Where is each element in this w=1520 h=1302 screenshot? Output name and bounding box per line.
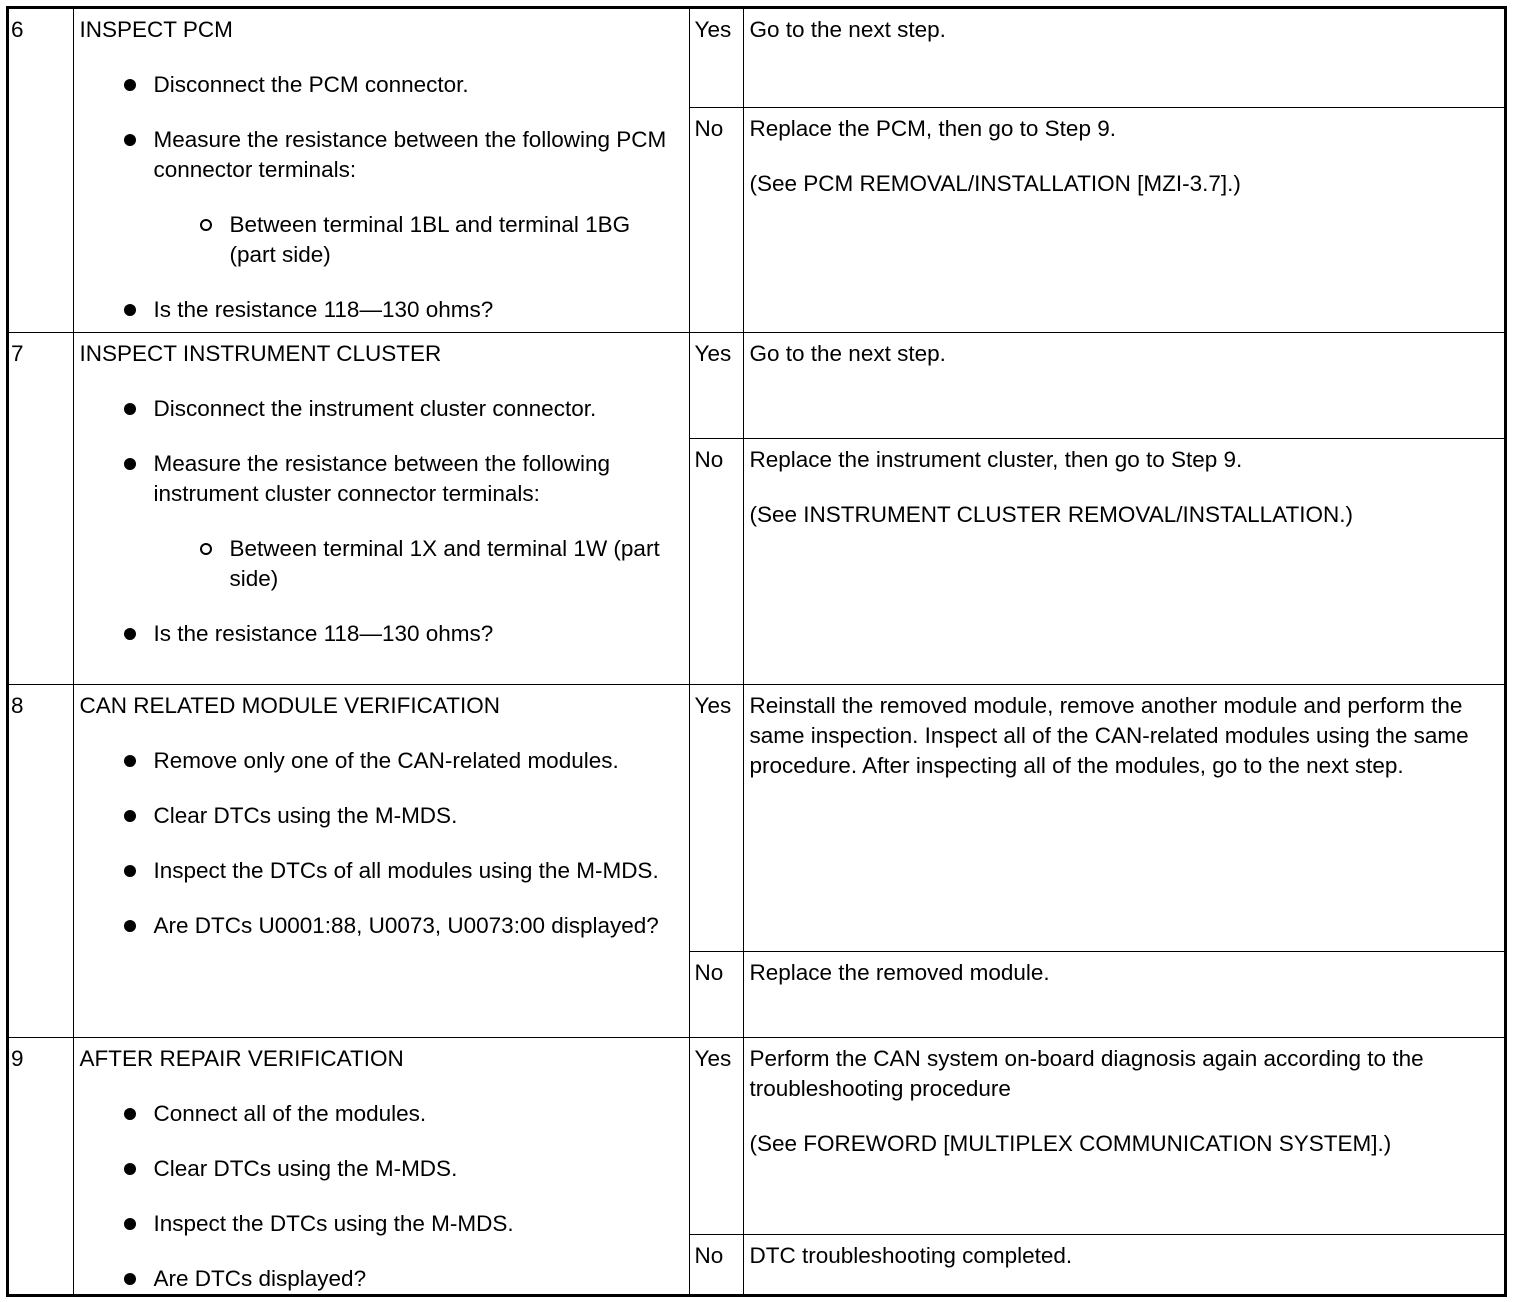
action-item: Inspect the DTCs using the M-MDS. (80, 1209, 681, 1239)
sub-item: Between terminal 1X and terminal 1W (part side) (154, 534, 681, 594)
no-result-cell (743, 438, 1504, 684)
yes-result-cell (743, 1037, 1504, 1234)
result-text: Replace the PCM, then go to Step 9. (749, 115, 1116, 141)
bullet-icon (124, 1273, 136, 1285)
step-number: 6 (11, 17, 24, 42)
step-7-yes-row (9, 332, 1504, 438)
bullet-icon (124, 304, 136, 316)
action-item: Disconnect the instrument cluster connector. (80, 394, 681, 424)
step-6-yes-row (9, 9, 1504, 107)
sub-list (154, 534, 681, 594)
bullet-icon (124, 865, 136, 877)
yes-label-cell: Yes (689, 9, 743, 107)
step-title: CAN RELATED MODULE VERIFICATION (79, 692, 500, 718)
bullet-icon (124, 1218, 136, 1230)
step-8-number-cell (9, 684, 73, 1037)
yes-label-cell: Yes (689, 684, 743, 951)
yes-label-cell: Yes (689, 332, 743, 438)
circle-bullet-icon (200, 543, 212, 555)
action-list (80, 394, 681, 649)
step-7-number-cell (9, 332, 73, 684)
result-text: Replace the instrument cluster, then go to Step 9. (749, 446, 1243, 472)
step-9-action-cell (73, 1037, 689, 1297)
step-title: AFTER REPAIR VERIFICATION (79, 1045, 404, 1071)
step-7-action-cell (73, 332, 689, 684)
action-list (80, 1099, 681, 1294)
action-item: Inspect the DTCs of all modules using the M-MDS. (80, 856, 681, 886)
no-result-cell (743, 107, 1504, 332)
yes-result-cell (743, 332, 1504, 438)
bullet-icon (124, 628, 136, 640)
bullet-icon (124, 134, 136, 146)
no-label-cell: No (689, 1234, 743, 1297)
step-title: INSPECT PCM (79, 17, 233, 42)
step-9-number-cell (9, 1037, 73, 1297)
circle-bullet-icon (200, 219, 212, 231)
step-6-number-cell (9, 9, 73, 332)
action-item: Are DTCs displayed? (80, 1264, 681, 1294)
action-item: Are DTCs U0001:88, U0073, U0073:00 displayed? (80, 911, 681, 941)
yes-result-cell (743, 684, 1504, 951)
action-list (80, 746, 681, 941)
action-list (80, 70, 681, 325)
no-label-cell: No (689, 107, 743, 332)
bullet-icon (124, 920, 136, 932)
step-9-yes-row (9, 1037, 1504, 1234)
diagnostic-procedure-table-frame (6, 6, 1507, 1297)
action-item: Measure the resistance between the following instrument cluster connector terminals: Between terminal 1X and terminal 1W (part side) (80, 449, 681, 594)
sub-list (154, 210, 681, 270)
step-number: 7 (11, 340, 24, 366)
sub-item: Between terminal 1BL and terminal 1BG (part side) (154, 210, 681, 270)
step-number: 9 (11, 1045, 24, 1071)
result-text: DTC troubleshooting completed. (749, 1242, 1073, 1268)
no-label-cell: No (689, 438, 743, 684)
step-8-yes-row (9, 684, 1504, 951)
action-item: Connect all of the modules. (80, 1099, 681, 1129)
result-text: Go to the next step. (749, 340, 946, 366)
reference-text: (See INSTRUMENT CLUSTER REMOVAL/INSTALLATION.) (749, 501, 1353, 527)
no-label-cell: No (689, 951, 743, 1037)
bullet-icon (124, 79, 136, 91)
bullet-icon (124, 458, 136, 470)
no-result-cell (743, 951, 1504, 1037)
result-text: Go to the next step. (749, 17, 946, 42)
action-item: Is the resistance 118—130 ohms? (80, 295, 681, 325)
reference-text: (See FOREWORD [MULTIPLEX COMMUNICATION SYSTEM].) (749, 1130, 1392, 1156)
bullet-icon (124, 1108, 136, 1120)
bullet-icon (124, 1163, 136, 1175)
step-8-action-cell (73, 684, 689, 1037)
diagnostic-procedure-table (9, 9, 1504, 1297)
step-6-action-cell (73, 9, 689, 332)
action-item: Remove only one of the CAN-related modules. (80, 746, 681, 776)
result-text: Replace the removed module. (749, 959, 1050, 985)
action-item: Disconnect the PCM connector. (80, 70, 681, 100)
bullet-icon (124, 755, 136, 767)
yes-result-cell (743, 9, 1504, 107)
action-item: Clear DTCs using the M-MDS. (80, 1154, 681, 1184)
action-item: Clear DTCs using the M-MDS. (80, 801, 681, 831)
bullet-icon (124, 810, 136, 822)
step-title: INSPECT INSTRUMENT CLUSTER (79, 340, 442, 366)
bullet-icon (124, 403, 136, 415)
result-text: Reinstall the removed module, remove another module and perform the same inspection. Inspect all of the CAN-related modules using the same procedure. After inspecting all of the modules, go to the next step. (749, 692, 1469, 778)
reference-text: (See PCM REMOVAL/INSTALLATION [MZI-3.7].) (749, 170, 1241, 196)
action-item: Measure the resistance between the following PCM connector terminals: Between terminal 1BL and terminal 1BG (part side) (80, 125, 681, 270)
step-number: 8 (11, 692, 24, 718)
yes-label-cell: Yes (689, 1037, 743, 1234)
no-result-cell (743, 1234, 1504, 1297)
result-text: Perform the CAN system on-board diagnosis again according to the troubleshooting procedure (749, 1045, 1424, 1101)
action-item: Is the resistance 118—130 ohms? (80, 619, 681, 649)
